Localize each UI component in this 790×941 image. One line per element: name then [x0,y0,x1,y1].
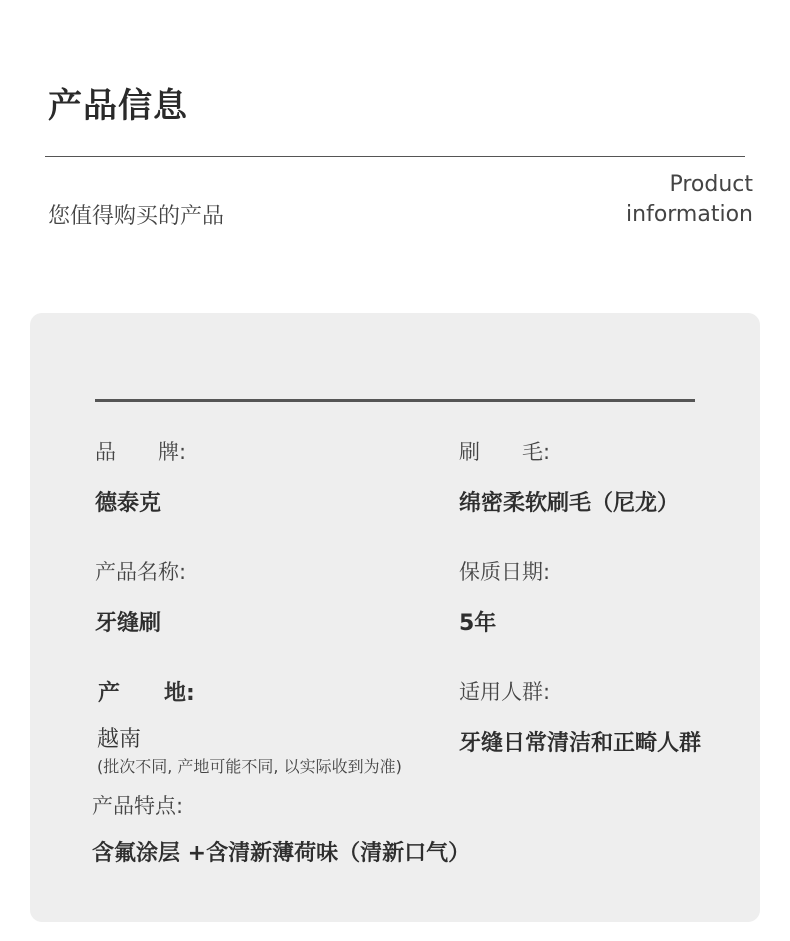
subtitle: 您值得购买的产品 [48,204,225,229]
brand-label: 品 牌: [95,440,187,464]
brand-value: 德泰克 [95,491,162,516]
product-name-label: 产品名称: [95,560,187,584]
bristle-label: 刷 毛: [459,440,551,464]
origin-label: 产 地: [98,681,195,706]
bristle-value: 绵密柔软刷毛（尼龙） [459,491,680,516]
english-title-line-1: Product [669,172,753,197]
shelf-life-label: 保质日期: [459,560,551,584]
product-name-value: 牙缝刷 [95,611,162,636]
origin-value: 越南 [97,727,142,752]
audience-label: 适用人群: [459,680,551,704]
shelf-life-value: 5年 [459,611,497,636]
english-title-line-2: information [626,202,753,227]
page-title: 产品信息 [48,86,188,126]
card-divider [95,399,695,402]
english-title [626,170,753,230]
features-label: 产品特点: [92,794,184,818]
header-divider [45,156,745,157]
features-value: 含氟涂层 +含清新薄荷味（清新口气） [92,841,471,866]
origin-note: (批次不同, 产地可能不同, 以实际收到为准) [97,757,402,776]
audience-value: 牙缝日常清洁和正畸人群 [459,731,702,756]
